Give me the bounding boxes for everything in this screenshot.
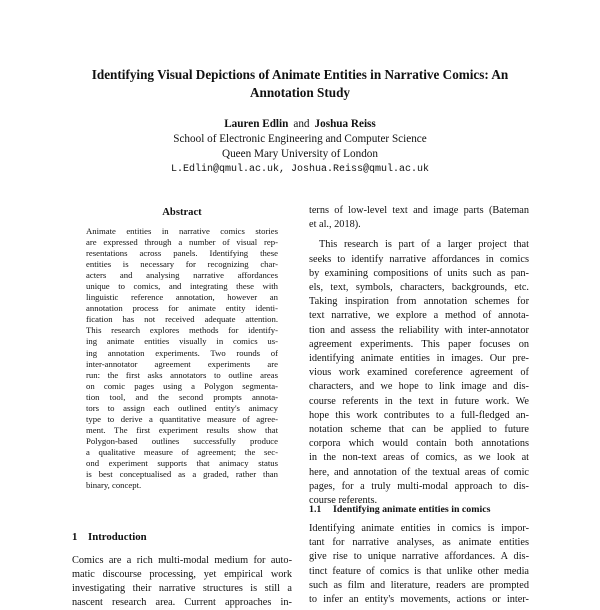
author-names	[100, 117, 500, 132]
paragraph	[309, 204, 529, 232]
text-line: This research is part of a larger project that	[319, 239, 529, 251]
text-line: on comic pages using a Polygon segmenta-	[86, 380, 278, 391]
text-line: acters and analysing narrative affordances	[86, 270, 278, 281]
section-heading	[72, 531, 292, 543]
text-line: a qualitative measure of agreement; the sec-	[86, 446, 278, 457]
text-line: to infer an entity's movements, actions or inter-	[309, 594, 529, 606]
text-line: Comics are a rich multi-modal medium for auto-	[72, 555, 292, 566]
text-line: hope this work contributes to a full-fledged an-	[309, 409, 529, 421]
author-block	[100, 117, 500, 177]
text-line: identifying animate entities in images. Our pre-	[309, 353, 529, 365]
text-line: unique to comics, and integrating these with	[86, 281, 278, 292]
text-line: notation scheme that can be applied to future	[309, 424, 529, 436]
text-line: resentations across panels. Identifying these	[86, 248, 278, 259]
text-line: ing animate entities visually in comics us-	[86, 336, 278, 347]
author-emails: L.Edlin@qmul.ac.uk, Joshua.Reiss@qmul.ac.uk	[170, 164, 430, 175]
text-line: tion tool, and the second prompts annota-	[86, 391, 278, 402]
text-line: annotation process for animate entity identi-	[86, 303, 278, 314]
paragraph	[309, 238, 529, 508]
text-line: Taking inspiration from annotation schemes for	[309, 296, 529, 308]
text-line: give rise to unique narrative affordances. A dis-	[309, 551, 529, 563]
author-separator: and	[293, 118, 310, 130]
author-name: Joshua Reiss	[314, 118, 376, 130]
text-line: Animate entities in narrative comics stories	[86, 226, 278, 236]
text-line: Polygon-based outlines successfully produce	[86, 435, 278, 446]
text-line: in the non-text areas of comics, as we look at	[309, 452, 529, 464]
text-line: are expressed through a number of visual rep-	[86, 237, 278, 248]
title-line: Annotation Study	[249, 85, 351, 100]
section-number: 1	[72, 531, 78, 543]
text-line: terns of low-level text and image parts (Bateman	[309, 205, 529, 216]
paper-title	[60, 66, 540, 102]
text-line: nascent research area. Current approaches in-	[72, 596, 292, 608]
text-line: ond experiment supports that animacy status	[86, 457, 278, 468]
text-line: ing annotation experiments. Two rounds of	[86, 347, 278, 358]
text-line: text narrative, we explore a method of annota-	[309, 310, 529, 322]
text-line: agreement experiments. This paper focuses on	[309, 338, 529, 350]
section-title: Introduction	[88, 531, 147, 543]
text-line: corpora which would contain both annotations	[309, 438, 529, 450]
text-line: matic discourse processing, yet empirical work	[72, 568, 292, 580]
right-column-text	[309, 204, 529, 508]
text-line: inter-annotator agreement experiments are	[86, 358, 278, 369]
text-line: characters, and we hope to link image and dis-	[309, 381, 529, 393]
text-line: tinct feature of comics is that unlike other media	[309, 565, 529, 577]
affiliation: School of Electronic Engineering and Computer Science	[173, 133, 427, 145]
text-line: such as film and literature, readers are prompted	[309, 579, 529, 591]
text-line: linguistic reference annotation, however an	[86, 292, 278, 303]
text-line: fication has not received adequate attention.	[86, 314, 278, 325]
text-line: here, and annotation of the textual areas of comic	[309, 466, 529, 478]
subsection-number: 1.1	[309, 504, 322, 515]
text-line: tant for narrative analyses, as animate entities	[309, 537, 529, 549]
subsection-title: Identifying animate entities in comics	[333, 504, 491, 515]
abstract-body	[86, 226, 278, 491]
text-line: vious work examined coreference agreement of	[309, 367, 529, 379]
text-line: course referents.	[309, 495, 378, 507]
text-line: et al., 2018).	[309, 219, 361, 231]
subsection-heading	[309, 504, 529, 515]
text-line: tors to assign each outlined entity's animacy	[86, 402, 278, 413]
text-line: Identifying animate entities in comics is impor-	[309, 523, 529, 534]
affiliation: Queen Mary University of London	[222, 148, 378, 160]
text-line: els, text, symbols, characters, backgrounds, etc.	[309, 282, 529, 294]
text-line: seeks to identify narrative affordances in comics	[309, 253, 529, 265]
abstract-heading: Abstract	[162, 207, 202, 218]
author-name: Lauren Edlin	[224, 118, 289, 130]
text-line: This research explores methods for identify-	[86, 325, 278, 336]
text-line: investigating their narrative structures is still a	[72, 582, 292, 594]
title-line: Identifying Visual Depictions of Animate Entities in Narrative Comics: An	[91, 67, 509, 82]
text-line: ment. The first experiment results show that	[86, 424, 278, 435]
text-line: by examining compositions of units such as pan-	[309, 267, 529, 279]
text-line: is best conceptualised as a graded, rather than	[86, 469, 278, 480]
text-line: run: the first asks annotators to outline areas	[86, 369, 278, 380]
text-line: pages, for a truly multi-modal approach to dis-	[309, 480, 529, 492]
text-line: tion and assess the reliability with inter-annotator	[309, 324, 529, 336]
text-line: entities is necessary for recognizing char-	[86, 259, 278, 270]
text-line: course referents in the text in future work. We	[309, 395, 529, 407]
subsection-body	[309, 522, 529, 607]
text-line: binary, concept.	[86, 480, 142, 491]
section-body	[72, 554, 292, 610]
text-line: type to derive a quantitative measure of agree-	[86, 413, 278, 424]
